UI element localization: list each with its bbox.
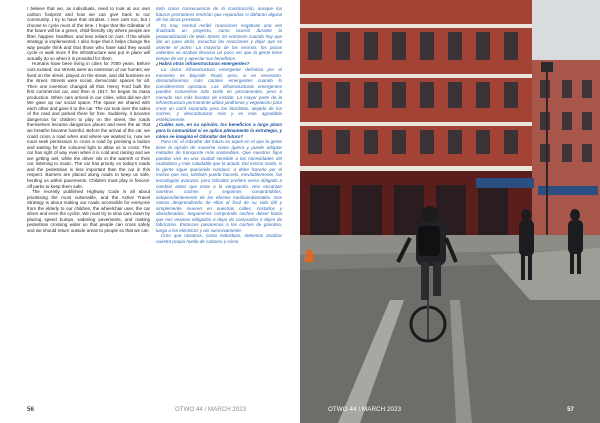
english-column	[27, 6, 150, 233]
spanish-paragraph: tarlo como consecuencia de la construcción, aunque los futuros promotores tendrían que repararlas si dañaran alguna de las obras previstas.	[156, 6, 282, 23]
english-paragraph: The recently published Highway Code is all about prioritising the most vulnerable, and the Active Travel Strategy is about making our roads accessible for everyone from the elderly to our children, the wheelchair user, the car driver and even the cyclist. We must try to slow cars down by placing speed bumps, widening pavements, and making pedestrian crossing wider so that people can cross safely and we should return outside areas to people so that we can	[27, 189, 150, 233]
spanish-column	[156, 6, 282, 245]
spanish-question: ¿Habrá otras infraestructuras emergentes?	[156, 61, 250, 67]
street-photo-icon	[300, 0, 600, 423]
spanish-paragraph: Creo que nosotros, como individuos, debemos analizar nuestra propia huella de carbono y cómo	[156, 233, 282, 244]
spanish-paragraph: Es muy normal recibir reacciones negativas una vez finalizado un proyecto, como ocurrió durante la peatonalización de Main Street. Es entonces cuando hay que dar un paso atrás, escuchar las reacciones y dejar que se asiente el polvo. La mayoría de los vecinos, los pocos valientes se acaban llevaron un poco ver que la gente tiene tiempo de ver y apreciar sus beneficios.	[156, 22, 282, 61]
spanish-question: ¿Cuáles son, en su opinión, los beneficios a largo plazo para la comunidad si se aplica plenamente la estrategia, y cómo se imagina el Gibraltar del futuro?	[156, 122, 282, 139]
issue-label-right: OTWO 44 / MARCH 2023	[328, 406, 402, 413]
spanish-paragraph: La única infraestructura emergente definitiva por el momento es Bayside Road, pero, si es necesario, desarrollaremos más carriles emergentes cuando lo consideremos oportuno. Las infraestructuras emergentes pueden convertirse más tarde en permanentes, pero a menudo son más baratas de instalar. La mayor parte de la infraestructura permanente utiliza jardineras y vegetación para crear un carril separado para los bicicletas, alejado de los coches, y descarbonizar más y es más agradable estéticamente.	[156, 67, 282, 122]
page-number-right: 57	[567, 406, 574, 413]
page-number-left: 56	[27, 406, 34, 413]
issue-label-left: OTWO 44 / MARCH 2023	[175, 406, 247, 413]
english-paragraph: Humans have been living in cities for 7000 years. Before cars existed, our streets were an extension of our homes; we lived on the street, played on the street, and did business on the street. Streets were social, democratic spaces for all. Then one invention changed all that. Henry Ford built the first commercial car, and then in 1917, he began its mass production. When cars arrived in our cities, what did we do? We gave up our social space. The space we shared with each other and gave it to the car. The car took over the sides of the road and parked there for free. Suddenly, it became dangerous for children to play on the street, the roads themselves became dangerous places and even the air that we breathe became harmful. Before the arrival of the car, we could cross a road when and where we wanted to, now we must seek permission to cross a road by pressing a button and waiting for the coloured light to allow us to cross. The car has right of way even when it is cold and raining and we are getting wet, while the driver sits in the warmth or their car, listening to music. The car has priority on today's roads and the pedestrian is less important than the car in this respect. Barriers are placed along roads to keep us safe, herding us within pavements. Children must play in fenced-off parks to keep them safe.	[27, 61, 150, 189]
right-page	[300, 0, 600, 423]
english-paragraph: I believe that we, as individuals, need to look at our own carbon footprint and how we can give back to our community. I try to have that mindset. I love cars too, but I choose to cycle most of the time. I hope that the Gibraltar of the future will be a green, child-friendly city where people are fitter, happier, healthier, and less reliant on cars. If the whole strategy is implemented, I also hope that it helps change the way people think and that those who have said they would cycle or walk more if the infrastructure was put in place will actually do so when it is provided for them.	[27, 6, 150, 61]
spanish-paragraph: Para mí, el Gibraltar del futuro es aquel en el que la gente tiene la opción de moverse como quiera y puede adoptar métodos de transporte más sostenibles. Que nuestros hijos puedan vivir en una ciudad sensible a las necesidades del ciudadano y más saludable que la actual. Del mismo modo, si la gente sigue queriendo conducir, o debe hacerlo por el motivo que sea, también puede hacerlo. Inevitablemente, las tecnologías avanzan, pero Gibraltar prefiere verse obligado a cambiar antes que estar a la vanguardia. Nos encantan nuestros coches y seguimos comprándolos, independientemente de los efectos medioambientales. Nos vamos desprendiendo de ellos al final de su vida útil y simplemente mueren en nuestras calles, costados y abandonados. Seguiremos comprando coches diésel hasta que nos veamos obligados a dejar de comprarlos o dejen de fabricarse. Entonces pasaremos a los coches de gasolina, luego a los eléctricos y así sucesivamente.	[156, 139, 282, 233]
